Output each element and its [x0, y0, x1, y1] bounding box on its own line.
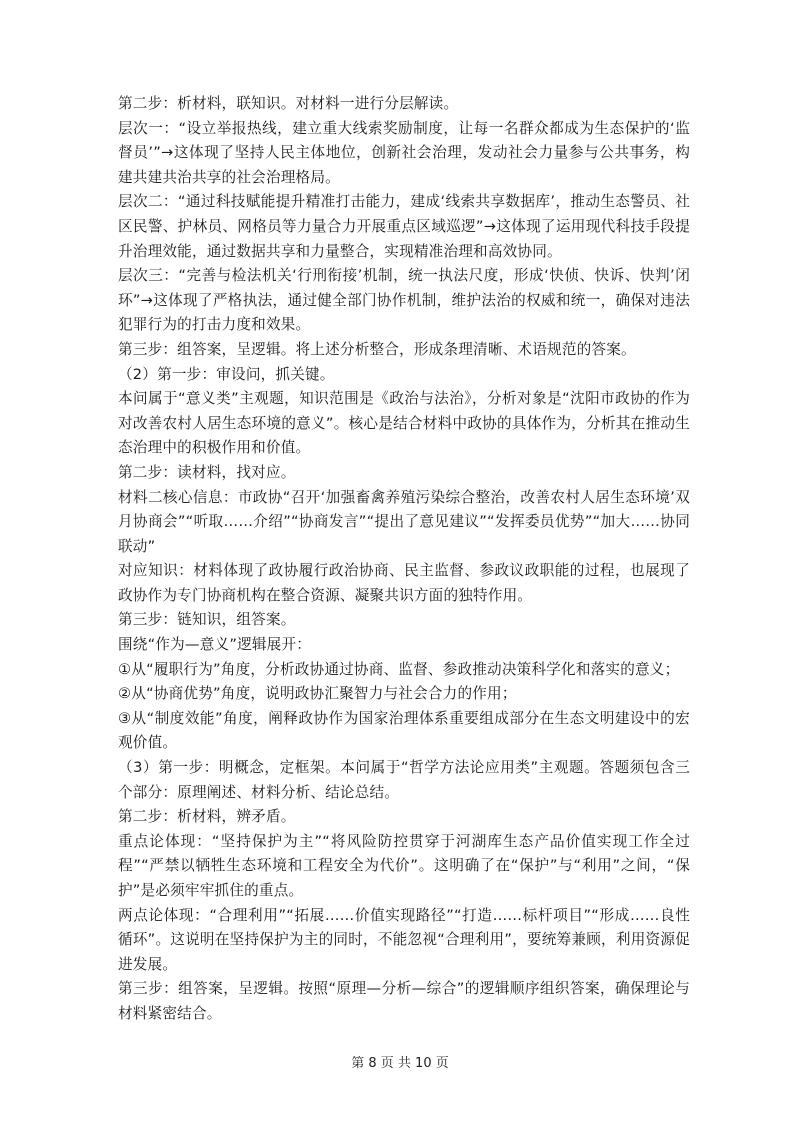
paragraph-q3-step3: 第三步：组答案，呈逻辑。按照“原理—分析—综合”的逻辑顺序组织答案，确保理论与材料紧密结合。: [118, 980, 690, 1022]
paragraph-level3: 层次三：“完善与检法机关‘行刑衔接’机制，统一执法尺度，形成‘快侦、快诉、快判’闭环”→这体现了严格执法，通过健全部门协作机制，维护法治的权威和统一，确保对违法犯罪行为的打击力度和效果。: [118, 267, 690, 334]
paragraph-material2-core: 材料二核心信息：市政协“召开‘加强畜禽养殖污染综合整治，改善农村人居生态环境’双月协商会”“听取……介绍”“协商发言”“提出了意见建议”“发挥委员优势”“加大……协同联动”: [118, 488, 690, 555]
paragraph-level1: 层次一：“设立举报热线，建立重大线索奖励制度，让每一名群众都成为生态保护的‘监督员’”→这体现了坚持人民主体地位，创新社会治理，发动社会力量参与公共事务，构建共建共治共享的社会治理格局。: [118, 119, 690, 186]
paragraph-level2: 层次二：“通过科技赋能提升精准打击能力，建成‘线索共享数据库’，推动生态警员、社区民警、护林员、网格员等力量合力开展重点区域巡逻”→这体现了运用现代科技手段提升治理效能，通过数据共享和力量整合，实现精准治理和高效协同。: [118, 193, 690, 260]
paragraph-point2: ②从“协商优势”角度，说明政协汇聚智力与社会合力的作用；: [118, 685, 517, 703]
paragraph-q3-step1: （3）第一步：明概念，定框架。本问属于“哲学方法论应用类”主观题。答题须包含三个部分：原理阐述、材料分析、结论总结。: [118, 759, 690, 801]
paragraph-point1: ①从“履职行为”角度，分析政协通过协商、监督、参政推动决策科学化和落实的意义；: [118, 660, 680, 678]
paragraph-step3-answer: 第三步：组答案，呈逻辑。将上述分析整合，形成条理清晰、术语规范的答案。: [118, 340, 636, 358]
paragraph-q2-step2: 第二步：读材料，找对应。: [118, 463, 296, 481]
paragraph-q2-scope: 本问属于“意义类”主观题，知识范围是《政治与法治》，分析对象是“沈阳市政协的作为对改善农村人居生态环境的意义”。核心是结合材料中政协的具体作为，分析其在推动生态治理中的积极作用和价值。: [118, 390, 690, 457]
paragraph-logic: 围绕“作为—意义”逻辑展开：: [118, 636, 312, 654]
paragraph-q2-step1: （2）第一步：审设问，抓关键。: [118, 365, 335, 383]
document-body: [118, 92, 690, 1027]
page-number: 第 8 页 共 10 页: [351, 1056, 449, 1071]
paragraph-q3-step2: 第二步：析材料，辨矛盾。: [118, 808, 296, 826]
paragraph-q2-step3: 第三步：链知识，组答案。: [118, 611, 296, 629]
paragraph-corresponding-knowledge: 对应知识：材料体现了政协履行政治协商、民主监督、参政议政职能的过程，也展现了政协作为专门协商机构在整合资源、凝聚共识方面的独特作用。: [118, 562, 690, 604]
paragraph-step2-analyze: 第二步：析材料，联知识。对材料一进行分层解读。: [118, 95, 459, 112]
paragraph-point3: ③从“制度效能”角度，阐释政协作为国家治理体系重要组成部分在生态文明建设中的宏观价值。: [118, 709, 690, 752]
paragraph-two-points: 两点论体现：“合理利用”“拓展……价值实现路径”“打造……标杆项目”“形成……良性循环”。这说明在坚持保护为主的同时，不能忽视“合理利用”，要统筹兼顾，利用资源促进发展。: [118, 906, 690, 973]
paragraph-key-point: 重点论体现：“坚持保护为主”“将风险防控贯穿于河湖库生态产品价值实现工作全过程”“严禁以牺牲生态环境和工程安全为代价”。这明确了在“保护”与“利用”之间，“保护”是必须牢牢抓住的重点。: [118, 832, 690, 899]
